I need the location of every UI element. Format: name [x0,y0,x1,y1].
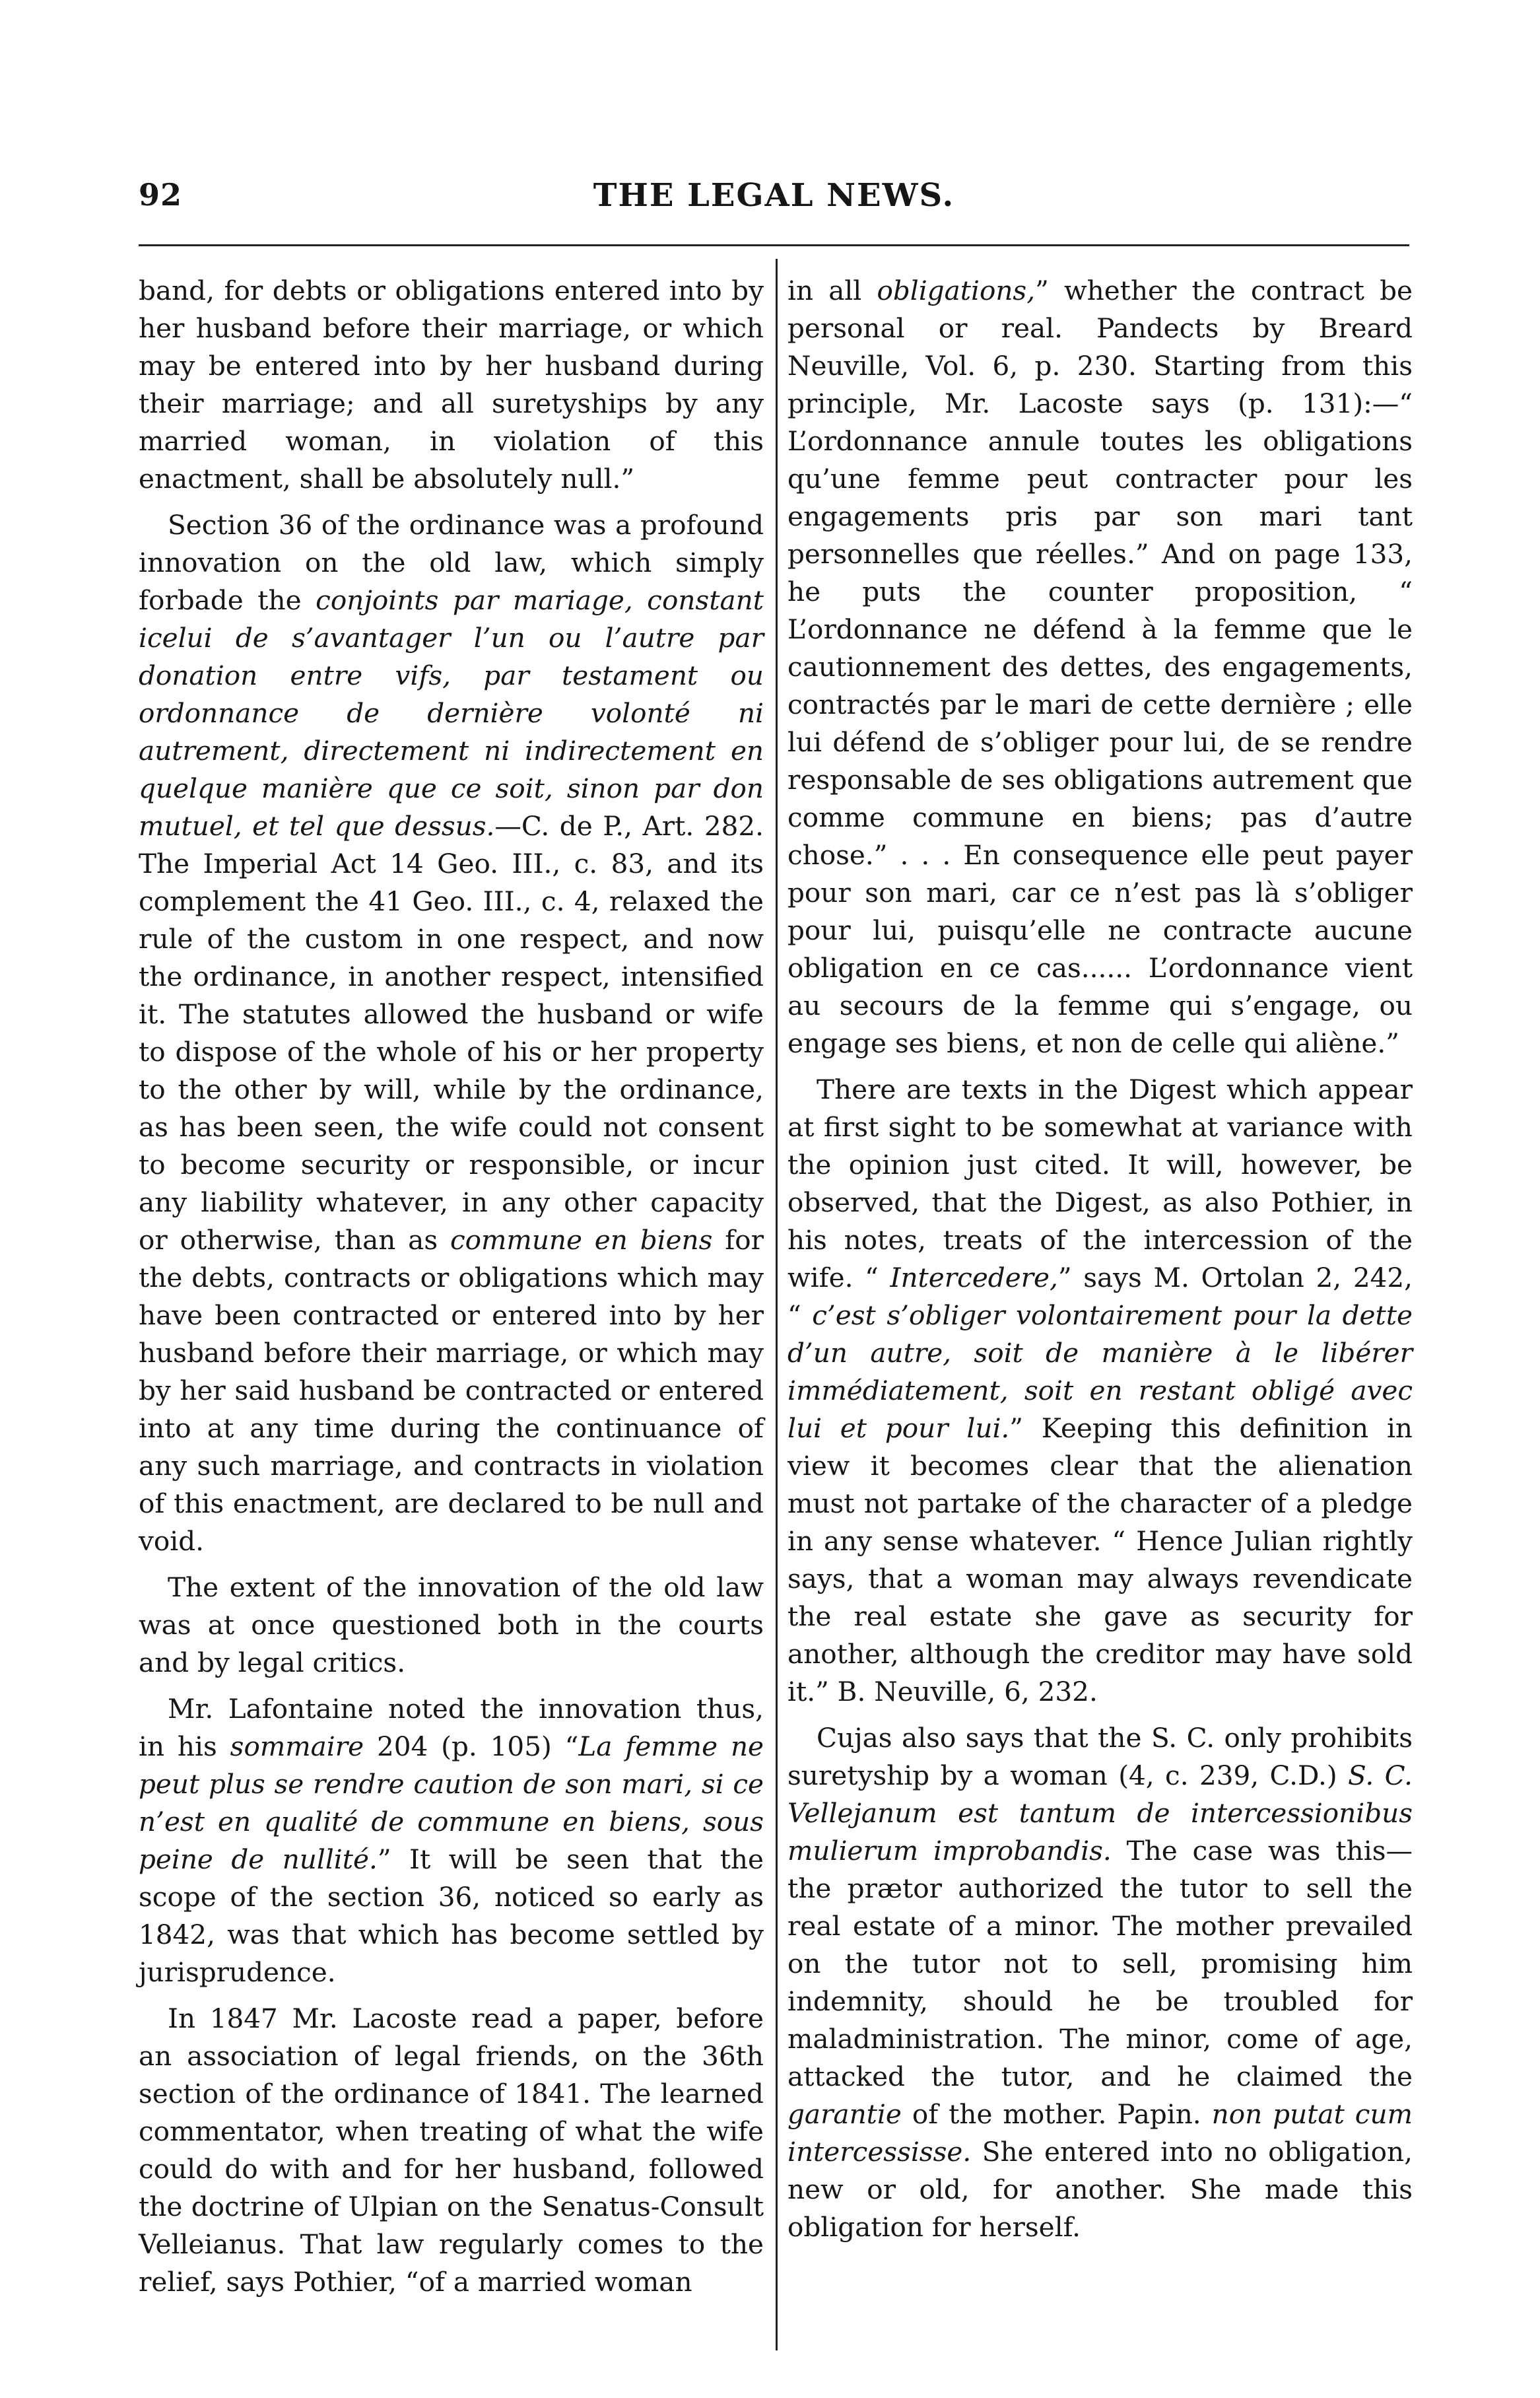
italic-term: obligations, [877,275,1036,306]
italic-term: sommaire [230,1730,364,1762]
paragraph: Cujas also says that the S. C. only prohibits suretyship by a woman (4, c. 239, C.D.) S. C. Vellejanum est tantum de intercessionibus mulierum improbandis. The case was this—the prætor authorized the tutor to sell the real estate of a minor. The mother prevailed on the tutor not to sell, promising him indemnity, should he be troubled for maladministration. The minor, come of age, attacked the tutor, and he claimed the garantie of the mother. Papin. non putat cum intercessisse. She entered into no obligation, new or old, for another. She made this obligation for herself. [787,1722,1413,2243]
italic-term: Intercedere, [890,1262,1058,1293]
paragraph: There are texts in the Digest which appear at first sight to be somewhat at variance with the opinion just cited. It will, however, be observed, that the Digest, as also Pothier, in his notes, treats of the intercession of the wife. “ Intercedere,” says M. Ortolan 2, 242, “ c’est s’obliger volontairement pour la dette d’un autre, soit de manière à le libérer immédiatement, soit en restant obligé avec lui et pour lui.” Keeping this definition in view it becomes clear that the alienation must not partake of the character of a pledge in any sense whatever. “ Hence Julian rightly says, that a woman may always revendicate the real estate she gave as security for another, although the creditor may have sold it.” B. Neuville, 6, 232. [787,1074,1413,1707]
italic-term: garantie [787,2098,902,2130]
column-divider [776,259,778,2350]
page-header [139,177,1409,230]
paragraph: Mr. Lafontaine noted the innovation thus, in his sommaire 204 (p. 105) “La femme ne peut plus se rendre caution de son mari, si ce n’est en qualité de commune en biens, sous peine de nullité.” It will be seen that the scope of the section 36, noticed so early as 1842, was that which has become settled by jurisprudence. [139,1693,764,1988]
italic-quote: c’est s’obliger volontairement pour la dette d’un autre, soit de manière à le libérer immédiatement, soit en restant obligé avec lui et pour lui. [787,1299,1413,1444]
running-title: THE LEGAL NEWS. [593,177,955,214]
left-column [139,272,764,2352]
italic-term: commune en biens [450,1224,713,1256]
italic-quote: La femme ne peut plus se rendre caution de son mari, si ce n’est en qualité de commune en biens, sous peine de nullité. [139,1730,764,1875]
italic-quote: non putat cum intercessisse. [787,2098,1413,2168]
header-rule [139,244,1409,246]
paragraph: The extent of the innovation of the old law was at once questioned both in the courts and by legal critics. [139,1571,764,1678]
paragraph: band, for debts or obligations entered into by her husband before their marriage, or which may be entered into by her husband during their marriage; and all suretyships by any married woman, in violation of this enactment, shall be absolutely null.” [139,275,764,495]
page-number: 92 [139,177,183,213]
paragraph: in all obligations,” whether the contract be personal or real. Pandects by Breard Neuville, Vol. 6, p. 230. Starting from this principle, Mr. Lacoste says (p. 131):—“ L’ordonnance annule toutes les obligations qu’une femme peut contracter pour les engagements pris par son mari tant personnelles que réelles.” And on page 133, he puts the counter proposition, “ L’ordonnance ne défend à la femme que le cautionnement des dettes, des engagements, contractés par le mari de cette dernière ; elle lui défend de s’obliger pour lui, de se rendre responsable de ses obligations autrement que comme commune en biens; pas d’autre chose.” . . . En consequence elle peut payer pour son mari, car ce n’est pas là s’obliger pour lui, puisqu’elle ne contracte aucune obligation en ce cas...... L’ordonnance vient au secours de la femme qui s’engage, ou engage ses biens, et non de celle qui aliène.” [787,275,1413,1059]
paragraph: Section 36 of the ordinance was a profound innovation on the old law, which simply forbade the conjoints par mariage, constant icelui de s’avantager l’un ou l’autre par donation entre vifs, par testament ou ordonnance de dernière volonté ni autrement, directement ni indirectement en quelque manière que ce soit, sinon par don mutuel, et tel que dessus.—C. de P., Art. 282. The Imperial Act 14 Geo. III., c. 83, and its complement the 41 Geo. III., c. 4, relaxed the rule of the custom in one respect, and now the ordinance, in another respect, intensified it. The statutes allowed the husband or wife to dispose of the whole of his or her property to the other by will, while by the ordinance, as has been seen, the wife could not consent to become security or responsible, or incur any liability whatever, in any other capacity or otherwise, than as commune en biens for the debts, contracts or obligations which may have been contracted or entered into by her husband before their marriage, or which may by her said husband be contracted or entered into at any time during the continuance of any such marriage, and contracts in violation of this enactment, are declared to be null and void. [139,509,764,1557]
right-column [787,272,1413,2352]
italic-quote: conjoints par mariage, constant icelui de s’avantager l’un ou l’autre par donation entre vifs, par testament ou ordonnance de dernière volonté ni autrement, directement ni indirectement en quelque manière que ce soit, sinon par don mutuel, et tel que dessus. [139,584,764,842]
italic-quote: S. C. Vellejanum est tantum de intercessionibus mulierum improbandis. [787,1760,1413,1867]
paragraph: In 1847 Mr. Lacoste read a paper, before an association of legal friends, on the 36th section of the ordinance of 1841. The learned commentator, when treating of what the wife could do with and for her husband, followed the doctrine of Ulpian on the Senatus-Consult Velleianus. That law regularly comes to the relief, says Pothier, “of a married woman [139,2003,764,2298]
